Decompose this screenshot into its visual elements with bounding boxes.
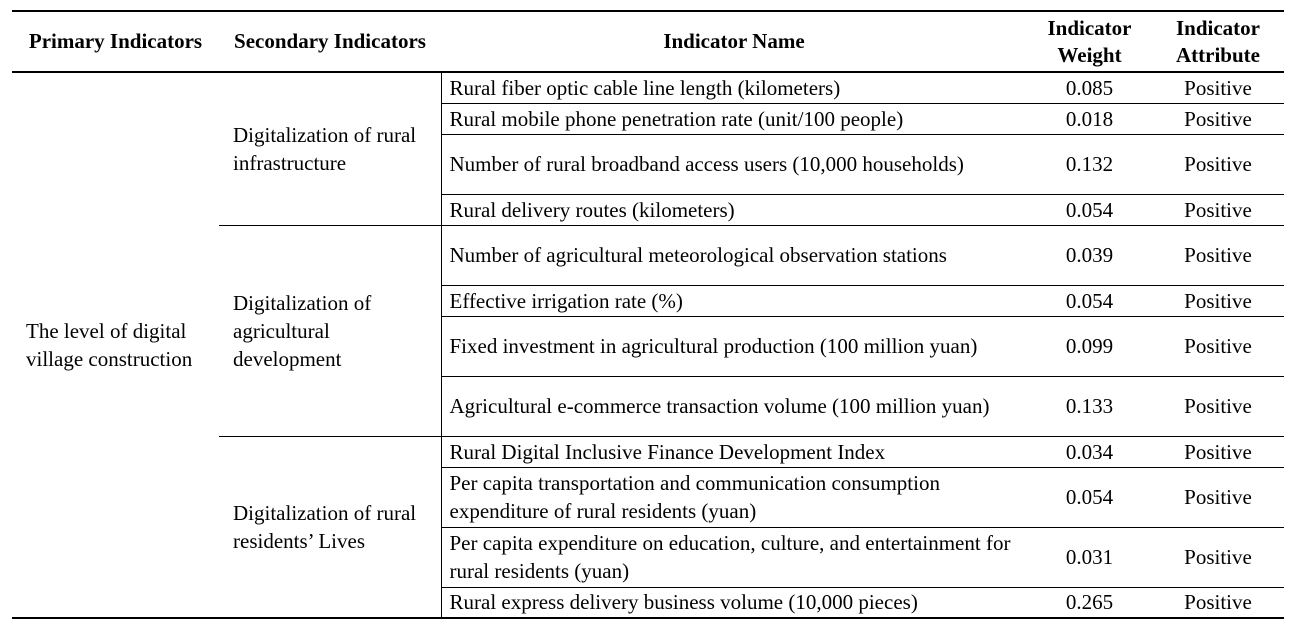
- indicator-name: Per capita transportation and communication consumption expenditure of rural residents (yuan): [441, 467, 1027, 527]
- header-row: [12, 11, 1284, 72]
- indicator-attribute: Positive: [1152, 316, 1284, 376]
- indicator-weight: 0.054: [1027, 194, 1152, 225]
- indicator-table: [12, 10, 1284, 619]
- indicator-weight: 0.054: [1027, 285, 1152, 316]
- header-weight: Indicator Weight: [1027, 11, 1152, 72]
- header-secondary: Secondary Indicators: [219, 11, 441, 72]
- indicator-weight: 0.132: [1027, 134, 1152, 194]
- indicator-weight: 0.265: [1027, 587, 1152, 618]
- table-row: [12, 72, 1284, 103]
- indicator-weight: 0.018: [1027, 103, 1152, 134]
- indicator-name: Rural fiber optic cable line length (kilometers): [441, 72, 1027, 103]
- indicator-attribute: Positive: [1152, 467, 1284, 527]
- indicator-name: Rural express delivery business volume (10,000 pieces): [441, 587, 1027, 618]
- header-name: Indicator Name: [441, 11, 1027, 72]
- indicator-attribute: Positive: [1152, 134, 1284, 194]
- indicator-weight: 0.054: [1027, 467, 1152, 527]
- indicator-name: Rural mobile phone penetration rate (unit/100 people): [441, 103, 1027, 134]
- indicator-attribute: Positive: [1152, 285, 1284, 316]
- indicator-weight: 0.099: [1027, 316, 1152, 376]
- secondary-indicator: Digitalization of rural infrastructure: [219, 72, 441, 225]
- indicator-attribute: Positive: [1152, 225, 1284, 285]
- indicator-name: Rural delivery routes (kilometers): [441, 194, 1027, 225]
- indicator-weight: 0.039: [1027, 225, 1152, 285]
- indicator-weight: 0.085: [1027, 72, 1152, 103]
- indicator-attribute: Positive: [1152, 194, 1284, 225]
- header-attribute: Indicator Attribute: [1152, 11, 1284, 72]
- indicator-name: Per capita expenditure on education, culture, and entertainment for rural residents (yuan): [441, 527, 1027, 587]
- indicator-attribute: Positive: [1152, 587, 1284, 618]
- indicator-name: Effective irrigation rate (%): [441, 285, 1027, 316]
- header-primary: Primary Indicators: [12, 11, 219, 72]
- indicator-weight: 0.034: [1027, 436, 1152, 467]
- indicator-name: Fixed investment in agricultural production (100 million yuan): [441, 316, 1027, 376]
- indicator-weight: 0.031: [1027, 527, 1152, 587]
- secondary-indicator: Digitalization of rural residents’ Lives: [219, 436, 441, 618]
- indicator-weight: 0.133: [1027, 376, 1152, 436]
- indicator-attribute: Positive: [1152, 103, 1284, 134]
- secondary-indicator: Digitalization of agricultural development: [219, 225, 441, 436]
- indicator-attribute: Positive: [1152, 527, 1284, 587]
- indicator-name: Rural Digital Inclusive Finance Development Index: [441, 436, 1027, 467]
- indicator-attribute: Positive: [1152, 72, 1284, 103]
- indicator-attribute: Positive: [1152, 436, 1284, 467]
- indicator-name: Number of rural broadband access users (10,000 households): [441, 134, 1027, 194]
- indicator-name: Number of agricultural meteorological observation stations: [441, 225, 1027, 285]
- indicator-attribute: Positive: [1152, 376, 1284, 436]
- primary-indicator: The level of digital village construction: [12, 72, 219, 618]
- indicator-name: Agricultural e-commerce transaction volume (100 million yuan): [441, 376, 1027, 436]
